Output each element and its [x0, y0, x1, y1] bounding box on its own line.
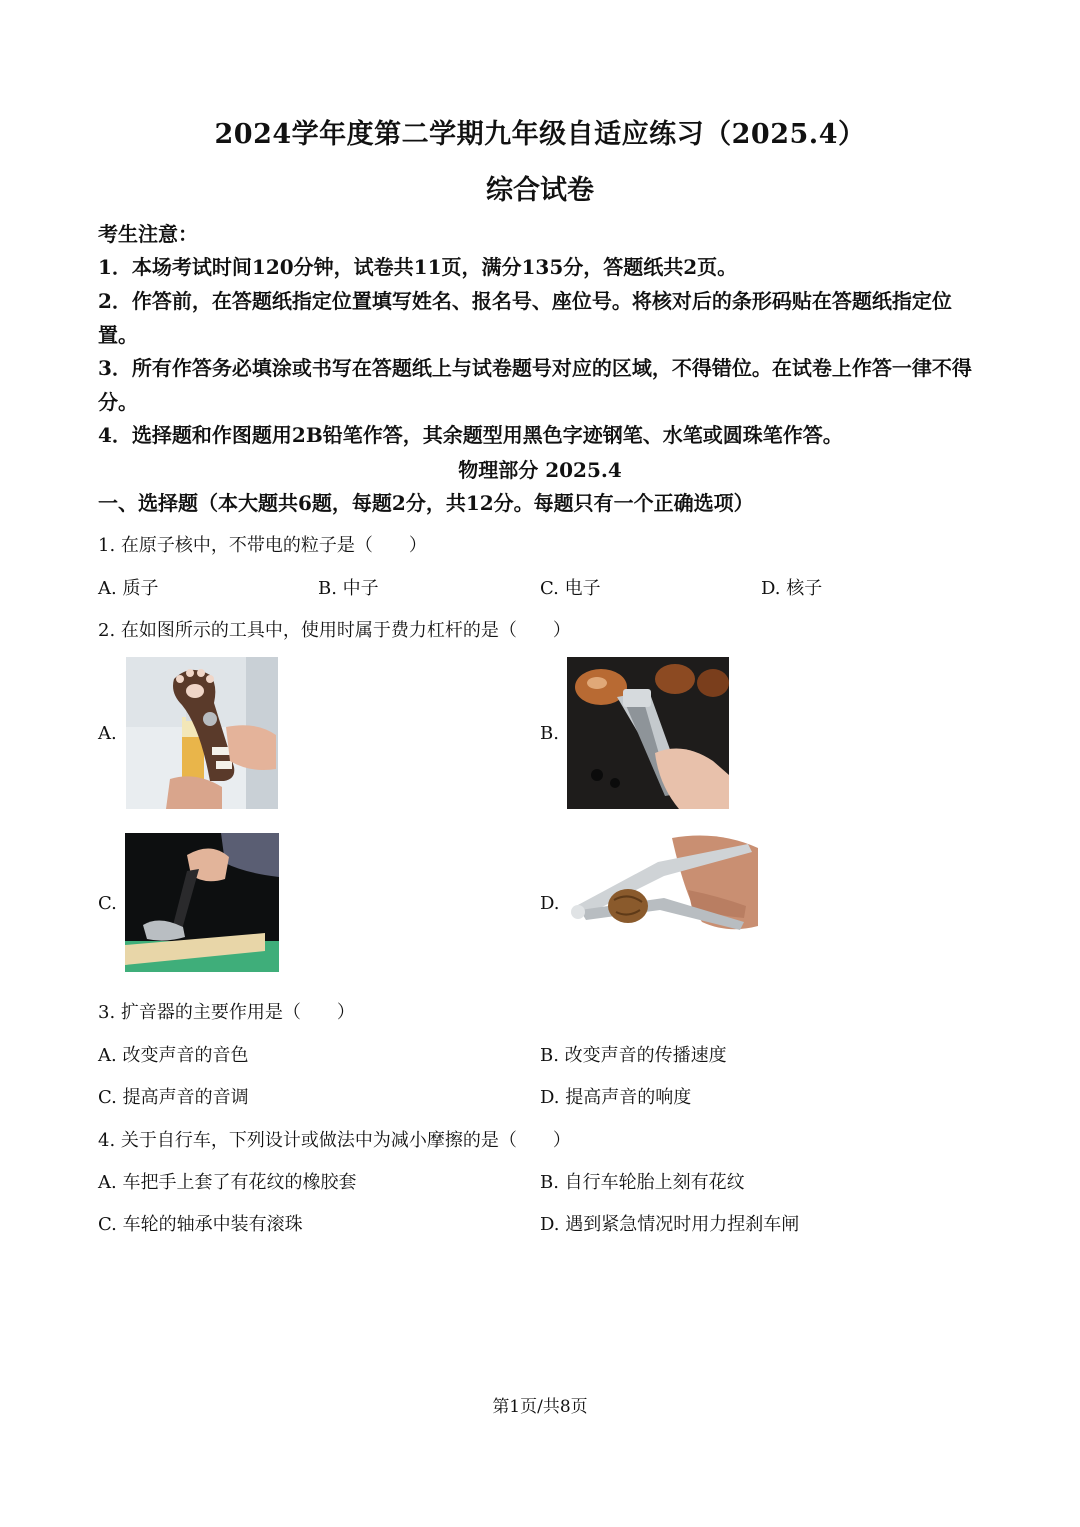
q2-option-c-label: C. — [98, 893, 117, 914]
question-2-stem: 2. 在如图所示的工具中，使用时属于费力杠杆的是（ ） — [98, 620, 571, 641]
question-1-stem: 1. 在原子核中，不带电的粒子是（ ） — [98, 535, 427, 556]
notice-heading: 考生注意： — [98, 222, 198, 246]
q3-option-c: C. 提高声音的音调 — [98, 1087, 249, 1108]
q4-option-b: B. 自行车轮胎上刻有花纹 — [540, 1172, 745, 1193]
question-4-stem: 4. 关于自行车，下列设计或做法中为减小摩擦的是（ ） — [98, 1130, 571, 1151]
food-tongs-image — [567, 657, 729, 809]
notice-item-2: 2．作答前，在答题纸指定位置填写姓名、报名号、座位号。将核对后的条形码贴在答题纸指定位置。 — [98, 289, 952, 347]
nutcracker-image — [568, 830, 758, 938]
nutcracker-illustration — [568, 830, 758, 938]
q1-option-c: C. 电子 — [540, 578, 601, 599]
q4-option-a: A. 车把手上套了有花纹的橡胶套 — [98, 1172, 357, 1193]
part-title: 一、选择题（本大题共6题，每题2分，共12分。每题只有一个正确选项） — [98, 491, 754, 515]
notice-item-4: 4．选择题和作图题用2B铅笔作答，其余题型用黑色字迹钢笔、水笔或圆珠笔作答。 — [98, 423, 843, 447]
notice-item-3: 3．所有作答务必填涂或书写在答题纸上与试卷题号对应的区域，不得错位。在试卷上作答一律不得分。 — [98, 356, 972, 414]
q2-option-d-label: D. — [540, 893, 560, 914]
food-tongs-illustration — [567, 657, 729, 809]
q1-option-d: D. 核子 — [761, 578, 823, 599]
q2-option-a-label: A. — [98, 723, 117, 744]
q3-option-d: D. 提高声音的响度 — [540, 1087, 692, 1108]
q4-option-c: C. 车轮的轴承中装有滚珠 — [98, 1214, 303, 1235]
q3-option-b: B. 改变声音的传播速度 — [540, 1045, 727, 1066]
page-subtitle: 综合试卷 — [486, 175, 594, 206]
notice-item-1: 1．本场考试时间120分钟，试卷共11页，满分135分，答题纸共2页。 — [98, 255, 738, 279]
q4-option-d: D. 遇到紧急情况时用力捏刹车闸 — [540, 1214, 800, 1235]
bottle-opener-image — [126, 657, 278, 809]
page-title: 2024学年度第二学期九年级自适应练习（2025.4） — [214, 119, 866, 150]
hammer-image — [125, 833, 279, 972]
section-title: 物理部分 2025.4 — [458, 458, 622, 482]
q3-option-a: A. 改变声音的音色 — [98, 1045, 249, 1066]
hammer-illustration — [125, 833, 279, 972]
q1-option-b: B. 中子 — [318, 578, 379, 599]
q1-option-a: A. 质子 — [98, 578, 159, 599]
q2-option-b-label: B. — [540, 723, 559, 744]
bottle-opener-illustration — [126, 657, 278, 809]
question-3-stem: 3. 扩音器的主要作用是（ ） — [98, 1002, 355, 1023]
page-number: 第1页/共8页 — [492, 1397, 588, 1417]
